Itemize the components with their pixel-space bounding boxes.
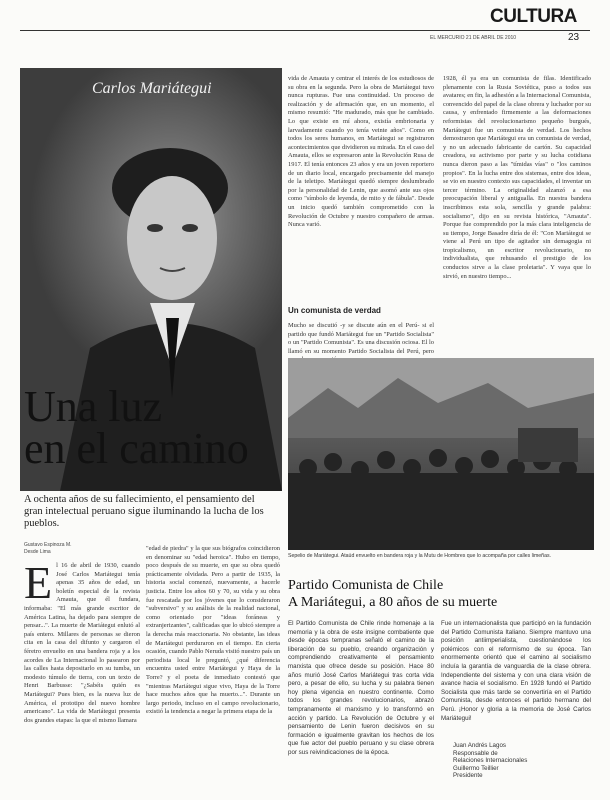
signer-role-1: Responsable de [453, 749, 498, 757]
feature-column-4: 1928, él ya era un comunista de filas. Identificado plenamente con la Rusia Soviética, puso a todos sus avatares; en fin, la adhesión a la Internacional Comunista, convencido del papel de la clase obrera y luchador por su causa, y enfrentado firmemente a las deformaciones reformistas del revolucionarismo pequeño burgués, Mariátegui fue un comunista de verdad. Los hechos demostraron que Mariátegui era un comunista de verdad, y no un adecuado fabricante de cartón. Su capacidad creadora, su activismo por parte y su lucha cotidiana nunca dieron paso a las "tímidas vías" o "los caminos propios". En la lucha entre dos sistemas, entre dos ideas, se vio en nuestro contexto sus capacidades, el inventar un tercer término. La originalidad alzanzó a esa preocupación liberal y antigualla. En nuestra bandera inscribimos esta sola, sencilla y grande palabra: socialismo", dijo en su revista histórica, "Amauta". Porque fue comprendido por la más clara inteligencia de su tiempo, Jorge Basadre diría de él: "Con Mariátegui se viene al Perú un tipo de agitador sin demagogia ni tropicalismo, un escritor revolucionario, no individualista, que rehusando el prestigio de los conductos sirve a la clase proletaria". Y vaya que lo sirvió, en nuestro tiempo... [443, 75, 591, 280]
crowd-illustration [288, 358, 594, 550]
statement-title-line1: Partido Comunista de Chile [288, 578, 444, 593]
section-title: CULTURA [490, 6, 577, 27]
signer-role-2: Relaciones Internacionales [453, 757, 528, 765]
statement-column-2: Fue un internacionalista que participó en la fundación del Partido Comunista Italiano. Siempre mantuvo una posición antiimperialista, cuestionándose los polémicos con el reformismo de su época. Tan enormemente orientó que el camino al socialismo incluía la garantía de vanguardia de la clase obrera. Independiente del sistema y con una clara visión de avance hacia el socialismo. En 1928 fundó el Partido Socialista que más tarde se convertiría en el Partido Comunista, desde entonces el partido hermano del Perú. ¡Honor y gloria a la memoria de José Carlos Mariátegui! [441, 620, 591, 722]
signer-name: Juan Andrés Lagos [453, 742, 506, 749]
feature-deck: A ochenta años de su fallecimiento, el pensamiento del gran intelectual peruano sigue iluminando la lucha de los pueblos. [24, 494, 264, 529]
feature-title-line1: Una luz [24, 382, 163, 431]
feature-column-3b: Mucho se discutió -y se discute aún en el Perú- si el partido que fundó Mariátegui fue un "Partido Socialista" o un "Partido Comunista". Es una discusión ociosa. El lo llamó en su momento Partido Socialista del Perú, pero [288, 322, 434, 355]
funeral-photo [288, 358, 594, 550]
byline-name: Gustavo Espinoza M. [24, 542, 72, 548]
photo-caption: Sepelio de Mariátegui. Ataúd envuelto en bandera roja y la Mutu de Hombres que lo acompaña por calles limeñas. [288, 553, 551, 559]
feature-title-line2: en el camino [24, 424, 249, 473]
page-number: 23 [568, 32, 580, 43]
portrait-caption: Carlos Mariátegui [92, 80, 212, 97]
drop-cap: E [24, 557, 53, 608]
feature-col1-text: l 16 de abril de 1930, cuando José Carlos Mariátegui tenía apenas 35 años de edad, un boletín especial de la revista Amauta, que él fundara, informaba: "El más grande escritor de América Latina, ha dejado para siempre de pensar...". La muerte de Mariátegui enlutó al país entero. Millares de personas se dieron cita en la casa del difunto y cargaron el féretro envuelto en una bandera roja y a los acordes de La Internacional lo pasearon por las calles hasta depositarlo en su tumba, un modesto túmulo de tierra, con un texto de Henri Barbusse: "¿Sabéis quién es Mariátegui? Pues bien, es la nueva luz de América, el prototipo del nuevo hombre americano". La vida de Mariátegui presenta dos grandes etapas: la que el mismo llamara [24, 562, 140, 724]
statement-column-1: El Partido Comunista de Chile rinde homenaje a la memoria y la obra de este insigne combatiente que desde épocas tempranas señaló el camino de la liberación de su pueblo, creando organización y comprendiendo creativamente el pensamiento marxista que ofrece desde su posición. Hace 80 años murió José Carlos Mariátegui tras corta vida pero, a pesar de ello, su lucha y su palabra tienen hoy plena vigencia en nuestro continente. Como todos los grandes revolucionarios, abrazó tempranamente el marxismo y lo transformó en acción y partido. La Revolución de Octubre y el pensamiento de Lenin fueron decisivos en su formación e igualmente gravitan los hechos de los que fue actor del pueblo peruano y su clase obrera por sus reivindicaciones de la época. [288, 620, 434, 756]
folio: EL MERCURIO 21 DE ABRIL DE 2010 [430, 35, 517, 41]
header-rule [20, 30, 590, 31]
feature-column-2: "edad de piedra" y la que sus biógrafos coincidieron en denominar su "edad heroica". Hubo en tiempo, poco después de su muerte, en que su obra quedó prácticamente olvidada. Pero a partir de 1935, la historia social comenzó, nuevamente, a hacerle justicia. Entre los años 60 y 70, su vida y su obra fue rescatada por los jóvenes que lo consideraron "subversivo" y su análisis de la realidad nacional, como orientado por "ideas foráneas y extranjerizantes", calificadas que lo ubicó siempre a la derecha más reaccionaria. No obstante, las ideas de Mariátegui perduraron en el tiempo. En cierta ocasión, cuando Pablo Neruda visitó nuestro país un periodista local le preguntó, ¿qué diferencia encuentra usted entre Mariátegui y Haya de la Torre? y el poeta de inmediato contestó que "mientras Mariátegui sigue vivo, Haya de la Torre hace muchos años que ha muerto...". Durante un largo periodo, incluso en el campo revolucionario, existió la tendencia a negar la primera etapa de la [146, 545, 280, 716]
signer-name-2: Guillermo Teillier [453, 764, 499, 772]
signature-block [453, 742, 591, 780]
feature-column-1 [24, 557, 140, 796]
signer-role-3: Presidente [453, 772, 483, 780]
subhead: Un comunista de verdad [288, 306, 381, 315]
statement-title-line2: A Mariátegui, a 80 años de su muerte [288, 595, 498, 610]
feature-column-3a: vida de Amauta y centrar el interés de los estudiosos de su obra en la segunda. Pero la obra de Mariátegui tuvo nunca rupturas. Fue una continuidad. Un proceso de realización y de afirmación que, en un momento, el mismo resumió: "He madurado, más que he cambiado. Lo que existe en mí ahora, existía embrionaria y larvadamente cuando yo tenía veinte años". Como en todos los seres humanos, en Mariátegui se registraron acontecimientos que dividieron su mirada. En el caso del Amauta, ellos se expresaron ante la Revolución Rusa de 1917. El tenía entonces 23 años y era un joven reportero de un diario local, encargado precisamente del manejo de la teletipo. Mariátegui quedó siempre deslumbrado por la personalidad de Lenin, que asomó ante sus ojos como "símbolo de leyenda, de mito y de fábula". Desde un inicio quedó también comprometido con la Revolución de Octubre y nuestro compañero de armas. Nunca varió. [288, 75, 434, 229]
byline-place: Desde Lima [24, 549, 51, 555]
